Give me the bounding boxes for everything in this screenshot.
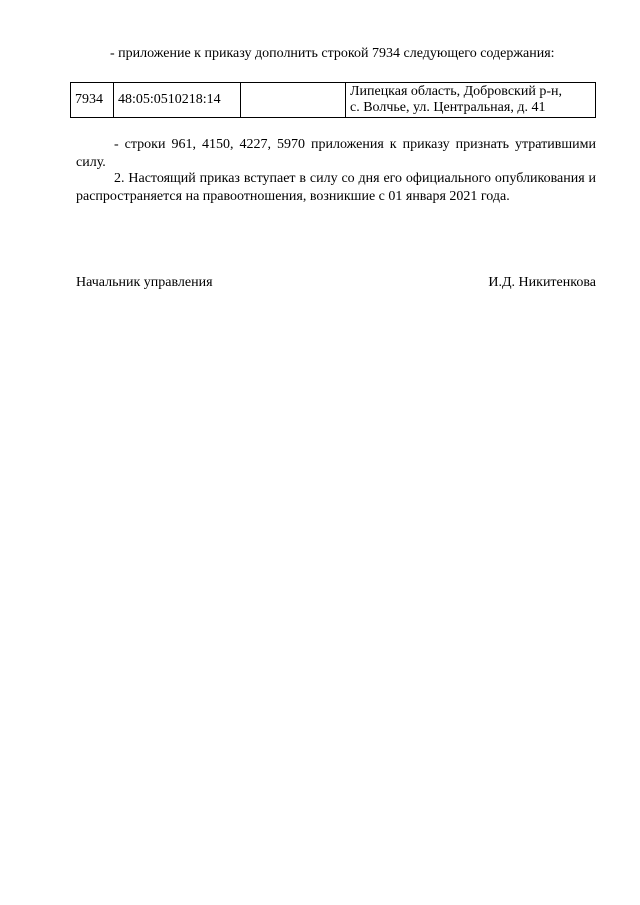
table-row bbox=[71, 83, 596, 118]
signatory-position: Начальник управления bbox=[76, 275, 213, 290]
signatory-name: И.Д. Никитенкова bbox=[488, 275, 596, 290]
address-line-1: Липецкая область, Добровский р-н, bbox=[350, 84, 562, 99]
intro-line: - приложение к приказу дополнить строкой 7934 следующего содержания: bbox=[110, 46, 555, 61]
empty-cell bbox=[241, 83, 346, 118]
paragraph-invalidate-rows bbox=[76, 136, 596, 172]
address-line-2: с. Волчье, ул. Центральная, д. 41 bbox=[350, 100, 546, 115]
row-number-cell: 7934 bbox=[71, 83, 114, 118]
cadastral-number-cell: 48:05:0510218:14 bbox=[114, 83, 241, 118]
paragraph-text: - строки 961, 4150, 4227, 5970 приложения к приказу признать утратившими силу. bbox=[76, 137, 596, 170]
entry-table bbox=[70, 82, 596, 118]
paragraph-effective-date bbox=[76, 170, 596, 206]
address-cell bbox=[346, 83, 596, 118]
paragraph-text: 2. Настоящий приказ вступает в силу со дня его официального опубликования и распространяется на правоотношения, возникшие с 01 января 2021 года. bbox=[76, 171, 596, 204]
